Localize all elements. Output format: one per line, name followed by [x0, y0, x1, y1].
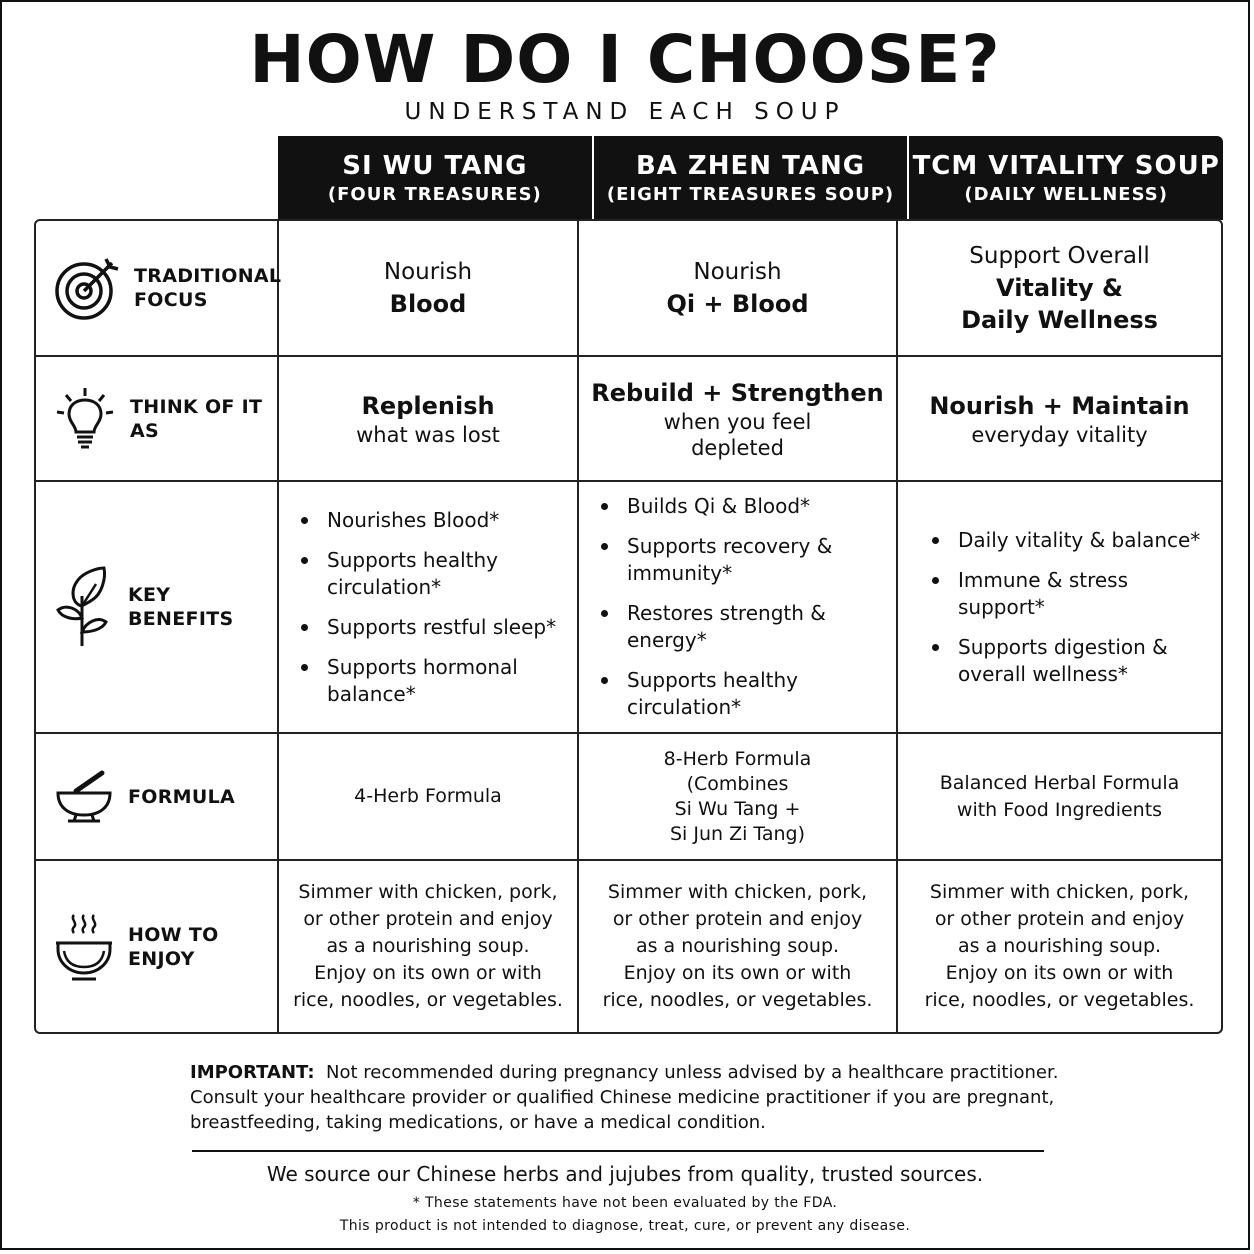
- divider: [192, 1150, 1044, 1152]
- page-subtitle: UNDERSTAND EACH SOUP: [404, 99, 846, 125]
- column-subtitle: (DAILY WELLNESS): [964, 184, 1168, 205]
- focus-bold-text: Blood: [389, 290, 467, 318]
- lightbulb-icon: [54, 386, 116, 452]
- list-item: Immune & stress support*: [932, 567, 1221, 621]
- focus-bold-text: Qi + Blood: [666, 290, 809, 318]
- page-title: HOW DO I CHOOSE?: [249, 21, 1001, 98]
- benefit-list: [279, 494, 577, 721]
- enjoy-text: Enjoy on its own or with: [623, 962, 852, 984]
- column-header-tcm-vitality-soup: [909, 136, 1223, 220]
- think-text: what was lost: [356, 422, 500, 447]
- row-label-formula: [36, 734, 279, 861]
- benefit-list: [579, 480, 896, 734]
- focus-text: Nourish: [383, 259, 473, 285]
- formula-cell-tcm-vitality-soup: [898, 734, 1221, 861]
- benefits-cell-tcm-vitality-soup: [898, 482, 1221, 734]
- enjoy-text: Enjoy on its own or with: [314, 962, 542, 984]
- row-label-line: FOCUS: [134, 289, 208, 311]
- mortar-pestle-icon: [54, 769, 114, 825]
- formula-text: (Combines: [686, 772, 789, 795]
- important-text: Not recommended during pregnancy unless advised by a healthcare practitioner.: [325, 1062, 1059, 1083]
- enjoy-text: Enjoy on its own or with: [945, 962, 1174, 984]
- formula-text: 8-Herb Formula: [663, 747, 812, 770]
- think-cell-ba-zhen-tang: [579, 357, 898, 482]
- important-text: breastfeeding, taking medications, or have a medical condition.: [190, 1112, 766, 1133]
- list-item: Supports hormonal balance*: [301, 654, 577, 708]
- enjoy-text: or other protein and enjoy: [612, 908, 863, 930]
- enjoy-text: Simmer with chicken, pork,: [929, 881, 1190, 903]
- focus-cell-si-wu-tang: [279, 221, 579, 357]
- list-item: Daily vitality & balance*: [932, 527, 1221, 554]
- row-label-line: KEY BENEFITS: [128, 584, 234, 630]
- important-notice: [190, 1060, 1090, 1135]
- target-icon: [54, 255, 120, 321]
- enjoy-text: or other protein and enjoy: [934, 908, 1185, 930]
- sourcing-statement: We source our Chinese herbs and jujubes from quality, trusted sources.: [266, 1162, 984, 1186]
- list-item: Nourishes Blood*: [301, 507, 577, 534]
- focus-cell-ba-zhen-tang: [579, 221, 898, 357]
- fda-disclaimer: [2, 1192, 1248, 1238]
- enjoy-cell-ba-zhen-tang: [579, 861, 898, 1032]
- formula-text: with Food Ingredients: [956, 798, 1163, 821]
- list-item: Supports restful sleep*: [301, 614, 577, 641]
- fda-line: This product is not intended to diagnose, treat, cure, or prevent any disease.: [339, 1218, 911, 1234]
- think-cell-si-wu-tang: [279, 357, 579, 482]
- row-label-line: THINK OF IT AS: [130, 395, 263, 442]
- think-text: everyday vitality: [971, 422, 1148, 447]
- important-text: Consult your healthcare provider or qualified Chinese medicine practitioner if you are pregnant,: [190, 1087, 1055, 1108]
- row-label-key-benefits: [36, 482, 279, 734]
- enjoy-text: as a nourishing soup.: [635, 935, 840, 957]
- focus-text: Support Overall: [969, 243, 1150, 269]
- enjoy-text: Simmer with chicken, pork,: [298, 881, 558, 903]
- row-label-how-to-enjoy: [36, 861, 279, 1032]
- enjoy-text: rice, noodles, or vegetables.: [924, 989, 1195, 1011]
- list-item: Supports healthy circulation*: [601, 667, 896, 721]
- enjoy-text: rice, noodles, or vegetables.: [293, 989, 563, 1011]
- column-name: TCM VITALITY SOUP: [912, 151, 1220, 181]
- benefits-cell-si-wu-tang: [279, 482, 579, 734]
- focus-cell-tcm-vitality-soup: [898, 221, 1221, 357]
- enjoy-text: as a nourishing soup.: [957, 935, 1162, 957]
- think-text: when you feel: [663, 409, 812, 434]
- column-header-bar: [278, 136, 1223, 220]
- row-label-line: HOW TO ENJOY: [128, 923, 219, 970]
- column-name: BA ZHEN TANG: [635, 151, 866, 181]
- benefit-list: [898, 514, 1221, 701]
- formula-cell-si-wu-tang: [279, 734, 579, 861]
- enjoy-cell-tcm-vitality-soup: [898, 861, 1221, 1032]
- column-subtitle: (EIGHT TREASURES SOUP): [606, 184, 895, 205]
- formula-text: Si Wu Tang +: [674, 797, 801, 820]
- enjoy-text: as a nourishing soup.: [326, 935, 530, 957]
- row-label-line: TRADITIONAL: [134, 265, 282, 287]
- column-header-ba-zhen-tang: [594, 136, 910, 220]
- enjoy-text: rice, noodles, or vegetables.: [602, 989, 873, 1011]
- row-label-traditional-focus: [36, 221, 282, 357]
- column-header-si-wu-tang: [278, 136, 594, 220]
- enjoy-text: or other protein and enjoy: [303, 908, 553, 930]
- fda-line: * These statements have not been evaluated by the FDA.: [412, 1195, 838, 1211]
- think-text: depleted: [691, 435, 784, 460]
- focus-bold-text: Vitality &: [996, 274, 1123, 302]
- list-item: Supports digestion & overall wellness*: [932, 634, 1221, 688]
- formula-text: Balanced Herbal Formula: [939, 771, 1180, 794]
- formula-cell-ba-zhen-tang: [579, 734, 898, 861]
- think-bold-text: Rebuild + Strengthen: [591, 378, 884, 407]
- column-subtitle: (FOUR TREASURES): [327, 184, 542, 205]
- think-bold-text: Nourish + Maintain: [929, 391, 1190, 420]
- soup-bowl-icon: [54, 911, 114, 983]
- focus-bold-text: Daily Wellness: [961, 306, 1158, 334]
- enjoy-text: Simmer with chicken, pork,: [607, 881, 868, 903]
- list-item: Supports recovery & immunity*: [601, 533, 896, 587]
- enjoy-cell-si-wu-tang: [279, 861, 579, 1032]
- benefits-cell-ba-zhen-tang: [579, 482, 898, 734]
- list-item: Restores strength & energy*: [601, 600, 896, 654]
- focus-text: Nourish: [693, 259, 782, 285]
- think-bold-text: Replenish: [361, 391, 495, 420]
- row-label-think-of-it-as: [36, 357, 279, 482]
- plant-icon: [54, 566, 114, 648]
- formula-text: Si Jun Zi Tang): [669, 822, 806, 845]
- list-item: Builds Qi & Blood*: [601, 493, 896, 520]
- think-cell-tcm-vitality-soup: [898, 357, 1221, 482]
- row-label-line: FORMULA: [128, 785, 236, 808]
- formula-text: 4-Herb Formula: [354, 785, 502, 807]
- list-item: Supports healthy circulation*: [301, 547, 577, 601]
- important-label: IMPORTANT:: [190, 1062, 315, 1083]
- comparison-table: [34, 219, 1223, 1034]
- column-name: SI WU TANG: [342, 151, 528, 181]
